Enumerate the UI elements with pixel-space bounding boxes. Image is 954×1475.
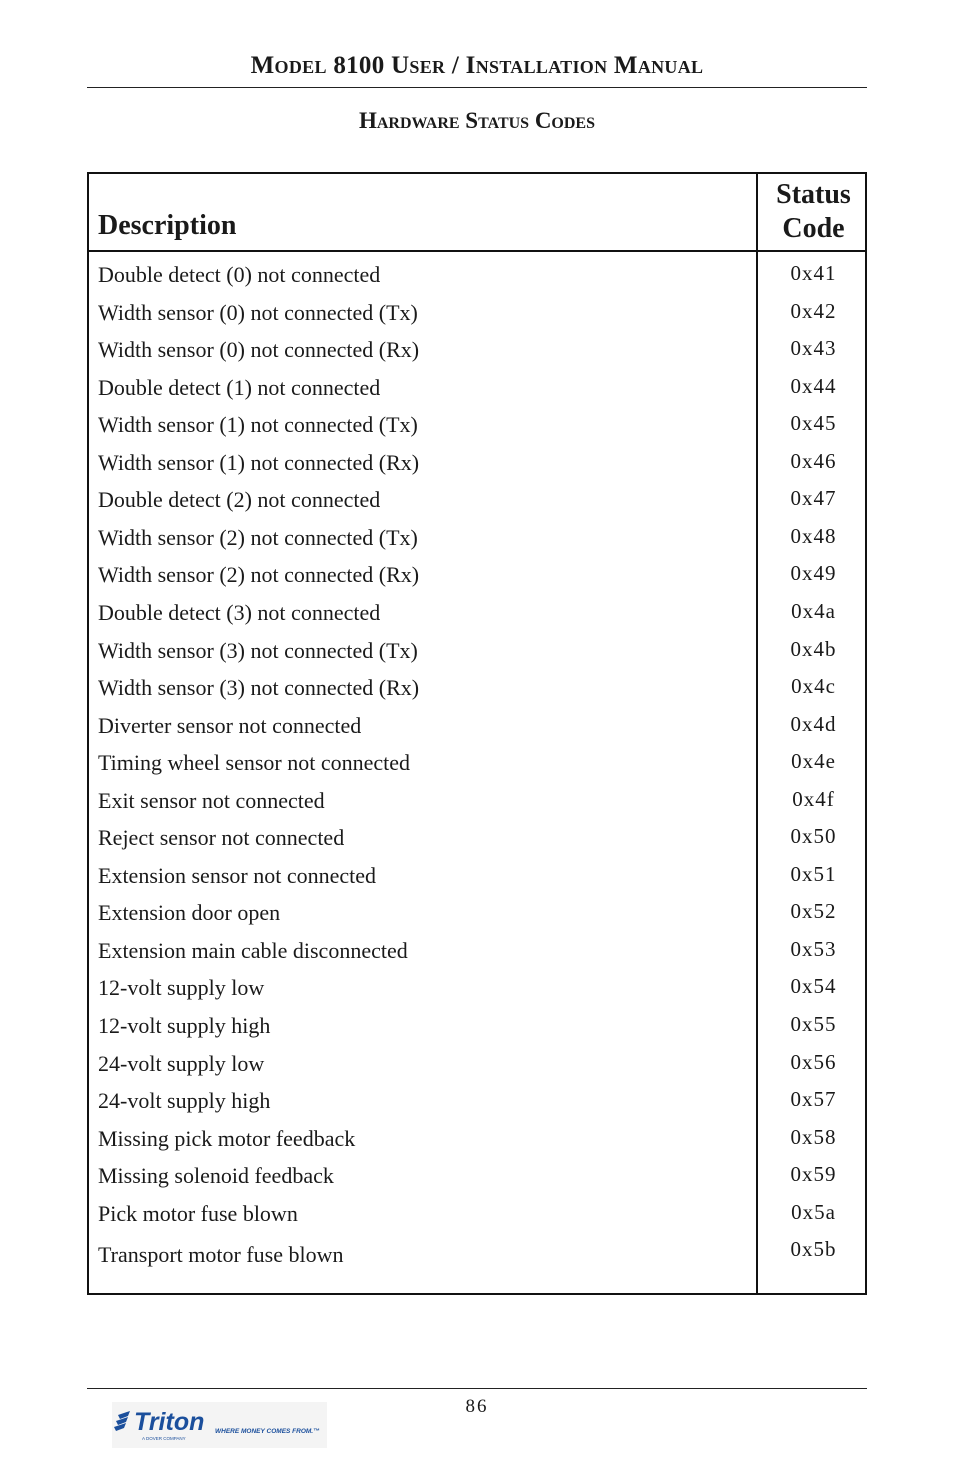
row-status-code: 0x4c	[791, 674, 836, 699]
row-description: Reject sensor not connected	[98, 825, 345, 851]
row-description: 24-volt supply low	[98, 1050, 265, 1076]
row-description: Extension door open	[98, 900, 281, 926]
row-status-code: 0x48	[790, 523, 837, 548]
row-description: Exit sensor not connected	[98, 787, 325, 813]
table-row	[89, 787, 865, 824]
table-row	[89, 261, 865, 298]
table-row	[89, 937, 865, 974]
svg-text:A DOVER COMPANY: A DOVER COMPANY	[142, 1436, 186, 1441]
table-row	[89, 824, 865, 861]
row-description: Width sensor (3) not connected (Tx)	[98, 637, 418, 663]
table-row	[89, 561, 865, 598]
header-rule	[87, 87, 867, 88]
description-column-header: Description	[98, 210, 237, 241]
status-code-header-line1: Status	[776, 179, 851, 210]
row-description: Extension main cable disconnected	[98, 937, 408, 963]
row-status-code: 0x46	[790, 448, 837, 473]
row-status-code: 0x55	[790, 1012, 837, 1036]
row-description: Width sensor (1) not connected (Tx)	[98, 412, 418, 438]
row-status-code: 0x4d	[790, 711, 837, 736]
triton-logo	[112, 1402, 327, 1448]
row-description: 24-volt supply high	[98, 1088, 271, 1114]
row-description: Extension sensor not connected	[98, 862, 376, 888]
table-row	[89, 637, 865, 674]
row-status-code: 0x47	[790, 486, 837, 511]
row-status-code: 0x49	[790, 561, 837, 586]
status-code-column-header	[758, 178, 869, 246]
row-status-code: 0x56	[790, 1049, 837, 1074]
table-row	[89, 374, 865, 411]
row-status-code: 0x42	[790, 298, 837, 323]
row-description: Width sensor (2) not connected (Rx)	[98, 562, 420, 588]
row-description: Double detect (0) not connected	[98, 262, 381, 287]
row-status-code: 0x45	[790, 411, 837, 436]
table-row	[89, 1050, 865, 1087]
row-description: Width sensor (0) not connected (Rx)	[98, 337, 420, 363]
row-status-code: 0x54	[790, 974, 837, 999]
table-row	[89, 486, 865, 523]
row-description: Width sensor (2) not connected (Tx)	[98, 524, 418, 550]
row-status-code: 0x57	[790, 1087, 837, 1112]
row-status-code: 0x4e	[791, 749, 836, 774]
running-header: Model 8100 User / Installation Manual	[250, 52, 704, 79]
table-row	[89, 974, 865, 1011]
table-row	[89, 299, 865, 336]
row-description: Transport motor fuse blown	[98, 1242, 344, 1268]
table-row	[89, 1125, 865, 1162]
status-code-table	[87, 172, 867, 1295]
row-description: Missing solenoid feedback	[98, 1163, 334, 1189]
table-row	[89, 749, 865, 786]
table-row	[89, 1237, 865, 1274]
table-row	[89, 862, 865, 899]
row-status-code: 0x43	[790, 336, 837, 361]
row-status-code: 0x52	[790, 899, 837, 924]
row-status-code: 0x51	[790, 861, 837, 886]
row-status-code: 0x4b	[790, 636, 837, 661]
table-row	[89, 1162, 865, 1199]
row-description: Width sensor (1) not connected (Rx)	[98, 449, 420, 475]
svg-text:Triton: Triton	[134, 1408, 205, 1436]
row-status-code: 0x41	[790, 261, 837, 285]
row-description: Width sensor (0) not connected (Tx)	[98, 299, 418, 325]
page-number: 86	[465, 1396, 489, 1417]
section-title: Hardware Status Codes	[358, 108, 595, 133]
row-status-code: 0x5a	[791, 1199, 836, 1224]
table-row	[89, 899, 865, 936]
row-description: Diverter sensor not connected	[98, 712, 362, 738]
table-row	[89, 599, 865, 636]
table-row	[89, 336, 865, 373]
table-row	[89, 674, 865, 711]
row-status-code: 0x5b	[790, 1237, 837, 1262]
row-description: Double detect (3) not connected	[98, 599, 381, 625]
row-description: Timing wheel sensor not connected	[98, 750, 411, 776]
row-description: Pick motor fuse blown	[98, 1200, 298, 1226]
footer-rule	[87, 1388, 867, 1389]
row-status-code: 0x50	[790, 824, 837, 849]
row-status-code: 0x53	[790, 936, 837, 961]
table-row	[89, 449, 865, 486]
table-row	[89, 1200, 865, 1237]
row-description: 12-volt supply high	[98, 1013, 271, 1038]
table-row	[89, 1087, 865, 1124]
header-divider	[89, 250, 865, 252]
row-status-code: 0x59	[790, 1162, 837, 1187]
row-description: Double detect (1) not connected	[98, 374, 381, 400]
table-row	[89, 1012, 865, 1049]
row-description: Missing pick motor feedback	[98, 1125, 356, 1151]
row-status-code: 0x58	[790, 1124, 837, 1149]
status-code-header-line2: Code	[782, 213, 845, 244]
row-status-code: 0x4a	[791, 598, 836, 623]
table-row	[89, 524, 865, 561]
row-description: Width sensor (3) not connected (Rx)	[98, 675, 420, 701]
table-row	[89, 712, 865, 749]
row-status-code: 0x4f	[792, 786, 835, 811]
table-row	[89, 411, 865, 448]
row-status-code: 0x44	[790, 373, 837, 398]
svg-text:WHERE MONEY COMES FROM.™: WHERE MONEY COMES FROM.™	[215, 1428, 320, 1435]
row-description: 12-volt supply low	[98, 975, 265, 1001]
row-description: Double detect (2) not connected	[98, 487, 381, 513]
